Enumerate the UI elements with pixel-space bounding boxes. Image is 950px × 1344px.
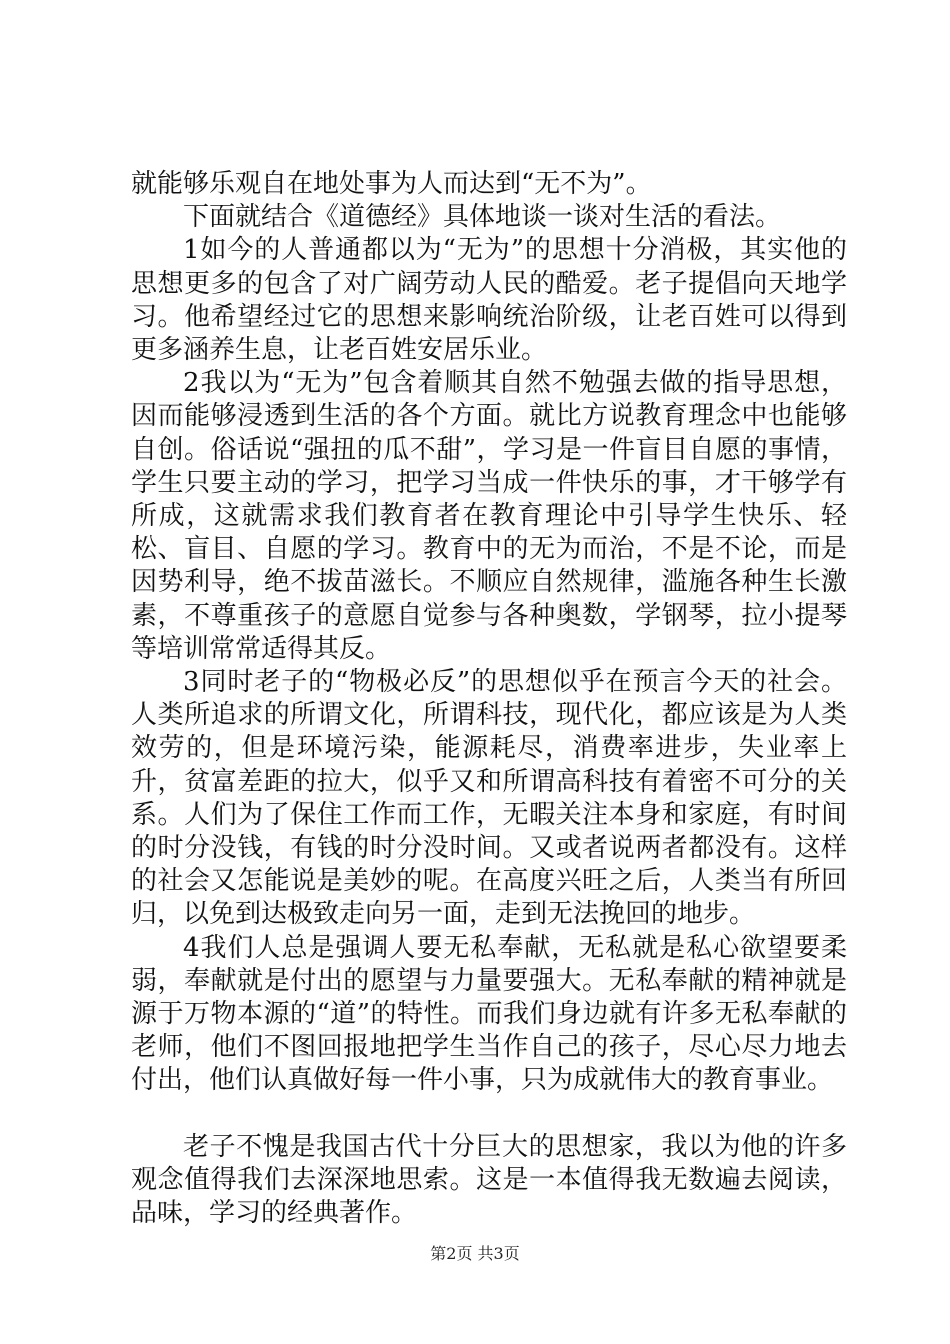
paragraph-point-1: 1如今的人普通都以为“无为”的思想十分消极，其实他的思想更多的包含了对广阔劳动人民的酷爱。老子提倡向天地学习。他希望经过它的思想来影响统治阶级，让老百姓可以得到更多涵养生息，让老百姓安居乐业。 xyxy=(131,235,847,366)
document-body xyxy=(131,168,847,1230)
paragraph-intro: 下面就结合《道德经》具体地谈一谈对生活的看法。 xyxy=(183,202,782,233)
paragraph-point-2: 2我以为“无为”包含着顺其自然不勉强去做的指导思想，因而能够浸透到生活的各个方面。就比方说教育理念中也能够自创。俗话说“强扭的瓜不甜”，学习是一件盲目自愿的事情，学生只要主动的学习，把学习当成一件快乐的事，才干够学有所成，这就需求我们教育者在教育理论中引导学生快乐、轻松、盲目、自愿的学习。教育中的无为而治，不是不论，而是因势利导，绝不拔苗滋长。不顺应自然规律，滥施各种生长激素，不尊重孩子的意愿自觉参与各种奥数，学钢琴，拉小提琴等培训常常适得其反。 xyxy=(131,368,847,664)
paragraph-continuation: 就能够乐观自在地处事为人而达到“无不为”。 xyxy=(131,169,652,199)
paragraph-point-3: 3同时老子的“物极必反”的思想似乎在预言今天的社会。人类所追求的所谓文化，所谓科技，现代化，都应该是为人类效劳的，但是环境污染，能源耗尽，消费率进步，失业率上升，贫富差距的拉大，似乎又和所谓高科技有着密不可分的关系。人们为了保住工作而工作，无暇关注本身和家庭，有时间的时分没钱，有钱的时分没时间。又或者说两者都没有。这样的社会又怎能说是美妙的呢。在高度兴旺之后，人类当有所回归，以免到达极致走向另一面，走到无法挽回的地步。 xyxy=(131,667,847,930)
paragraph-point-4: 4我们人总是强调人要无私奉献，无私就是私心欲望要柔弱，奉献就是付出的愿望与力量要强大。无私奉献的精神就是源于万物本源的“道”的特性。而我们身边就有许多无私奉献的老师，他们不图回报地把学生当作自己的孩子，尽心尽力地去付出，他们认真做好每一件小事，只为成就伟大的教育事业。 xyxy=(131,932,847,1096)
page-indicator: 第2页 共3页 xyxy=(430,1244,520,1263)
page-footer xyxy=(0,1244,950,1264)
paragraph-conclusion: 老子不愧是我国古代十分巨大的思想家，我以为他的许多观念值得我们去深深地思索。这是一本值得我无数遍去阅读，品味，学习的经典著作。 xyxy=(131,1131,847,1229)
